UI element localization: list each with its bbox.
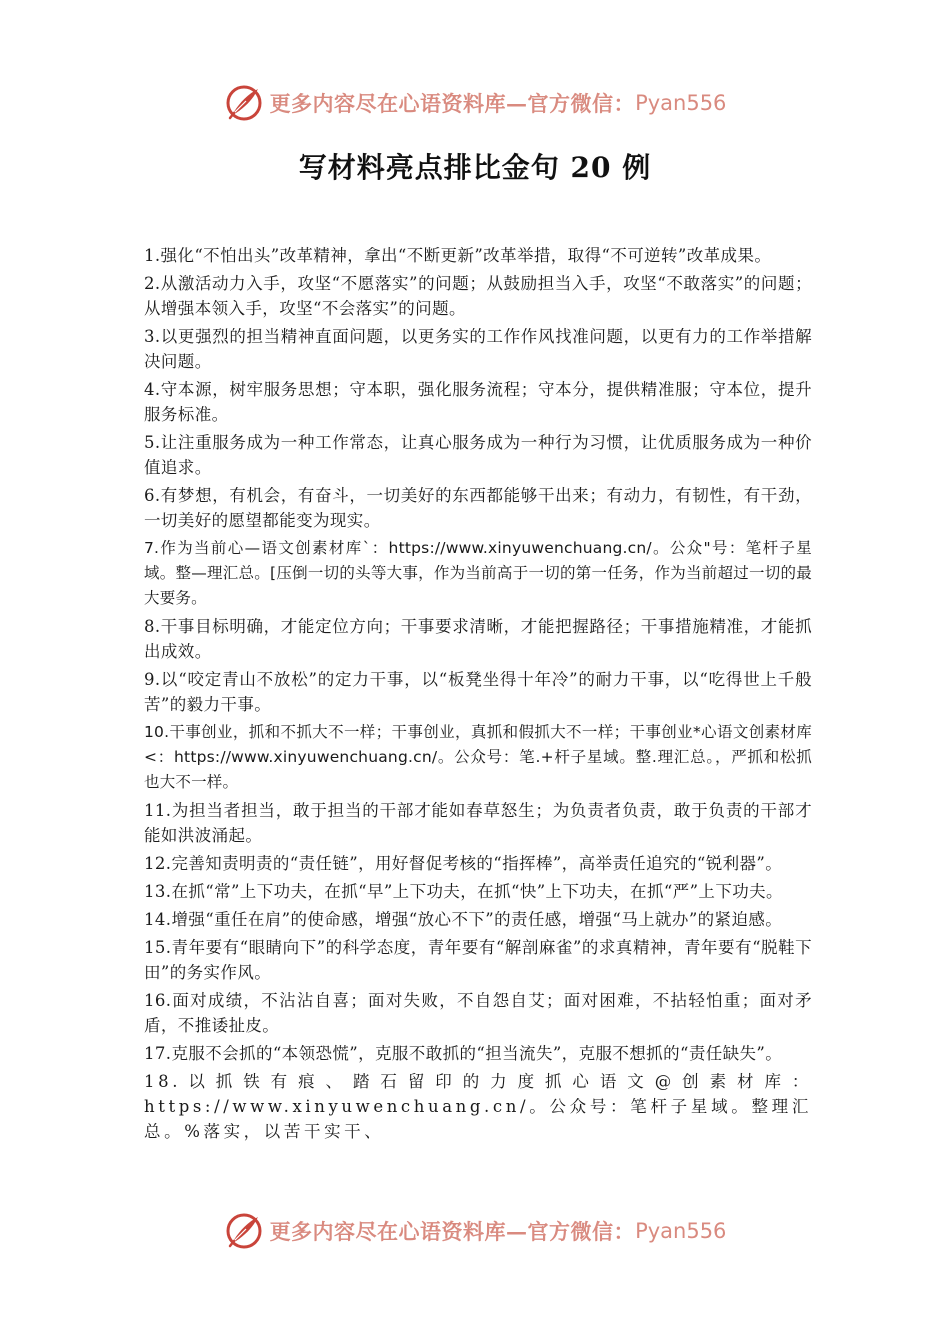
list-item: 17.克服不会抓的“本领恐慌”，克服不敢抓的“担当流失”，克服不想抓的“责任缺失”。 [144,1044,783,1063]
list-item: 16.面对成绩，不沾沾自喜；面对失败，不自怨自艾；面对困难，不拈轻怕重；面对矛盾，不推诿扯皮。 [144,991,812,1035]
brand-text: 更多内容尽在心语资料库—官方微信： [269,1219,636,1244]
list-item: 5.让注重服务成为一种工作常态，让真心服务成为一种行为习惯，让优质服务成为一种价值追求。 [144,433,812,477]
quill-logo-icon [224,1211,264,1251]
list-item: 9.以“咬定青山不放松”的定力干事，以“板凳坐得十年冷”的耐力干事，以“吃得世上千般苦”的毅力干事。 [144,670,812,714]
document-body [144,243,812,1147]
list-item: 3.以更强烈的担当精神直面问题，以更务实的工作作风找准问题，以更有力的工作举措解决问题。 [144,327,812,371]
quill-logo-icon [224,83,264,123]
document-title: 写材料亮点排比金句 20 例 [298,151,652,184]
list-item: 7.作为当前心—语文创素材库`：https://www.xinyuwenchuang.cn/。公众"号：笔杆子星域。整—理汇总。[压倒一切的头等大事，作为当前高于一切的第一任务，作为当前超过一切的最大要务。 [144,539,812,607]
list-item: 12.完善知责明责的“责任链”，用好督促考核的“指挥棒”，高举责任追究的“锐利器”。 [144,854,783,873]
list-item: 8.干事目标明确，才能定位方向；干事要求清晰，才能把握路径；干事措施精准，才能抓出成效。 [144,617,812,661]
list-item: 15.青年要有“眼睛向下”的科学态度，青年要有“解剖麻雀”的求真精神，青年要有“脱鞋下田”的务实作风。 [144,938,812,982]
list-item: 10.干事创业，抓和不抓大不一样；干事创业，真抓和假抓大不一样；干事创业*心语文创素材库<：https://www.xinyuwenchuang.cn/。公众号：笔.+杆子星域。整.理汇总。，严抓和松抓也大不一样。 [144,723,812,791]
wechat-id: Pyan556 [635,91,727,115]
footer-watermark-banner [0,1208,950,1254]
list-item: 11.为担当者担当，敢于担当的干部才能如春草怒生；为负责者负责，敢于负责的干部才能如洪波涌起。 [144,801,812,845]
list-item: 6.有梦想，有机会，有奋斗，一切美好的东西都能够干出来；有动力，有韧性，有干劲，一切美好的愿望都能变为现实。 [144,486,812,530]
header-watermark-banner [0,80,950,126]
list-item: 4.守本源，树牢服务思想；守本职，强化服务流程；守本分，提供精准服；守本位，提升服务标准。 [144,380,812,424]
wechat-id: Pyan556 [635,1219,727,1243]
list-item: 14.增强“重任在肩”的使命感，增强“放心不下”的责任感，增强“马上就办”的紧迫感。 [144,910,783,929]
list-item: 13.在抓“常”上下功夫，在抓“早”上下功夫，在抓“快”上下功夫，在抓“严”上下功夫。 [144,882,783,901]
list-item: 18.以抓铁有痕、踏石留印的力度抓心语文@创素材库：https://www.xinyuwenchuang.cn/。公众号：笔杆子星域。整理汇总。%落实，以苦干实干、 [144,1072,812,1141]
brand-text: 更多内容尽在心语资料库—官方微信： [269,91,636,116]
list-item: 1.强化“不怕出头”改革精神，拿出“不断更新”改革举措，取得“不可逆转”改革成果。 [144,246,772,265]
list-item: 2.从激活动力入手，攻坚“不愿落实”的问题；从鼓励担当入手，攻坚“不敢落实”的问题；从增强本领入手，攻坚“不会落实”的问题。 [144,274,812,318]
